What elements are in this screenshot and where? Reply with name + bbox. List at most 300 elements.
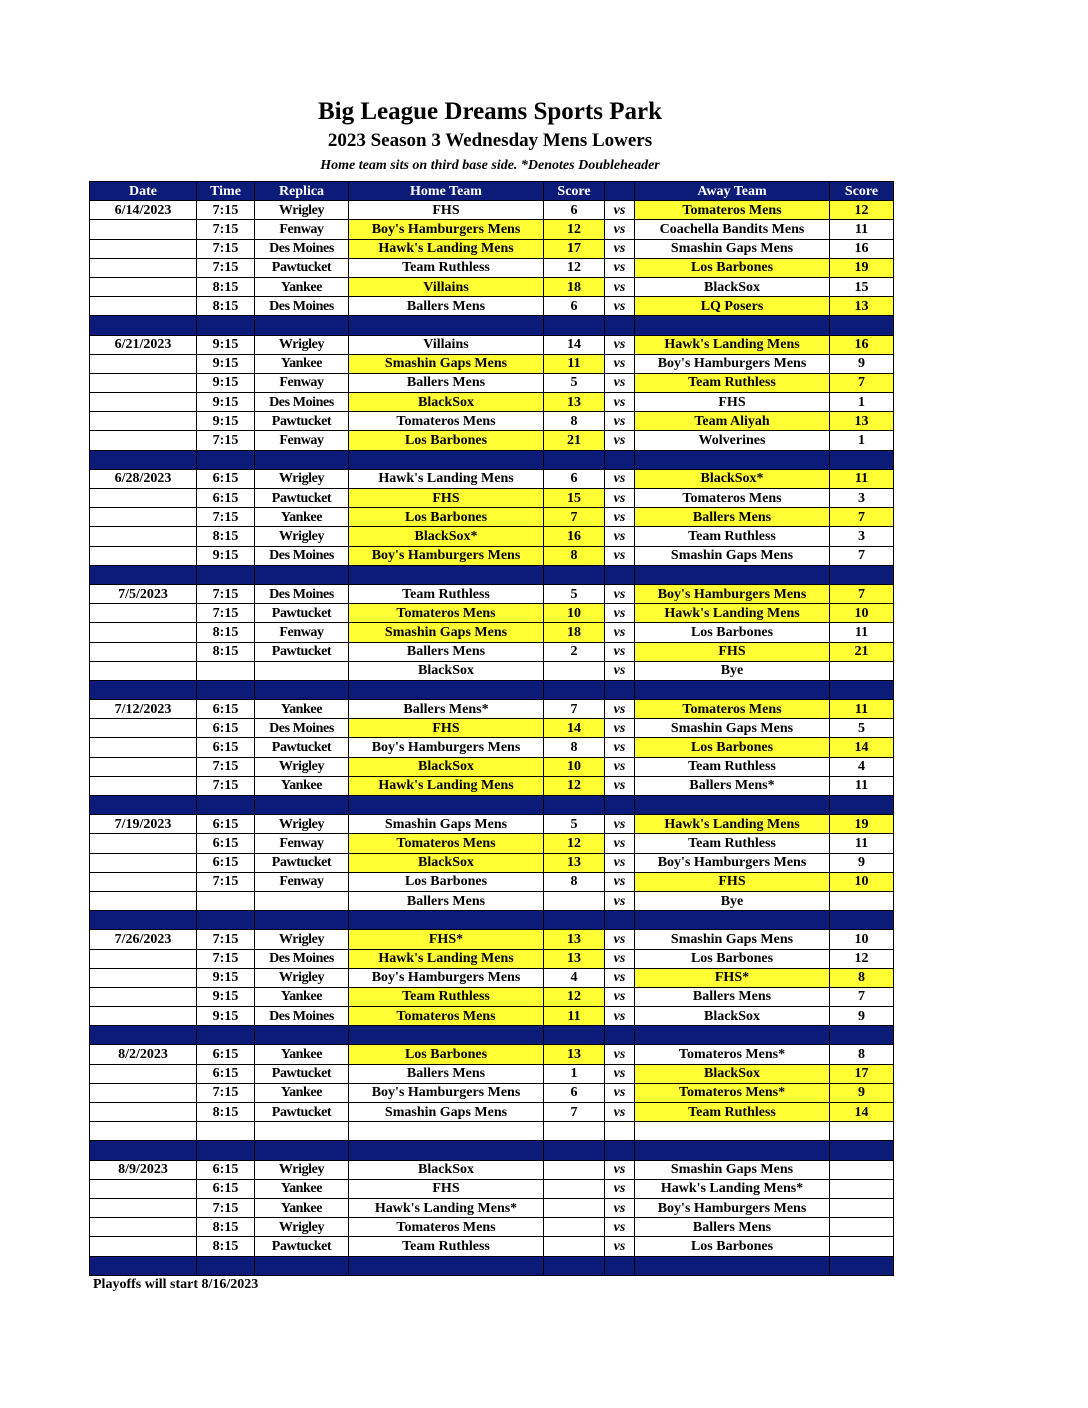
separator-cell: [349, 1026, 544, 1045]
home-team: Hawk's Landing Mens: [349, 469, 544, 488]
away-score: [830, 1179, 894, 1198]
separator-cell: [197, 450, 255, 469]
versus-label: vs: [605, 335, 635, 354]
versus-label: vs: [605, 412, 635, 431]
game-row: [90, 1103, 894, 1122]
game-time: 7:15: [197, 930, 255, 949]
versus-label: vs: [605, 373, 635, 392]
away-score: 9: [830, 1083, 894, 1102]
game-field: Yankee: [255, 987, 349, 1006]
separator-cell: [349, 1256, 544, 1275]
home-team: BlackSox*: [349, 527, 544, 546]
separator-cell: [255, 1141, 349, 1160]
away-team: Hawk's Landing Mens: [635, 815, 830, 834]
game-time: 9:15: [197, 373, 255, 392]
game-field: Fenway: [255, 834, 349, 853]
home-score: 12: [544, 258, 605, 277]
separator-cell: [544, 1026, 605, 1045]
away-score: 19: [830, 258, 894, 277]
away-score: 9: [830, 1007, 894, 1026]
home-team: FHS: [349, 719, 544, 738]
game-date: [90, 220, 197, 239]
separator-cell: [255, 450, 349, 469]
playoffs-note: Playoffs will start 8/16/2023: [93, 1277, 259, 1292]
home-score: 12: [544, 776, 605, 795]
game-row: [90, 891, 894, 910]
game-field: Wrigley: [255, 930, 349, 949]
versus-label: vs: [605, 508, 635, 527]
away-team: Team Aliyah: [635, 412, 830, 431]
away-team: Tomateros Mens*: [635, 1045, 830, 1064]
separator-cell: [635, 911, 830, 930]
home-score: 5: [544, 815, 605, 834]
game-date: [90, 891, 197, 910]
separator-cell: [90, 1026, 197, 1045]
game-row: [90, 489, 894, 508]
game-field: Yankee: [255, 776, 349, 795]
away-score: 17: [830, 1064, 894, 1083]
game-row: [90, 297, 894, 316]
versus-label: vs: [605, 1160, 635, 1179]
game-row: [90, 584, 894, 603]
column-header: Score: [830, 182, 894, 201]
game-row: [90, 757, 894, 776]
game-time: 8:15: [197, 623, 255, 642]
game-date: [90, 1103, 197, 1122]
versus-label: vs: [605, 220, 635, 239]
separator-cell: [544, 911, 605, 930]
home-team: Los Barbones: [349, 431, 544, 450]
game-row: [90, 968, 894, 987]
game-row: [90, 719, 894, 738]
separator-cell: [90, 680, 197, 699]
game-time: 6:15: [197, 719, 255, 738]
game-time: [197, 891, 255, 910]
game-row: [90, 335, 894, 354]
away-score: 8: [830, 1045, 894, 1064]
column-header: Replica: [255, 182, 349, 201]
game-field: Des Moines: [255, 719, 349, 738]
home-score: 13: [544, 1045, 605, 1064]
versus-label: vs: [605, 872, 635, 891]
versus-label: vs: [605, 604, 635, 623]
versus-label: vs: [605, 930, 635, 949]
game-date: [90, 623, 197, 642]
versus-label: vs: [605, 1007, 635, 1026]
separator-cell: [544, 1256, 605, 1275]
schedule-table: [89, 181, 894, 1276]
separator-cell: [635, 316, 830, 335]
away-team: Los Barbones: [635, 623, 830, 642]
home-team: Boy's Hamburgers Mens: [349, 738, 544, 757]
game-field: [255, 891, 349, 910]
home-score: 6: [544, 1083, 605, 1102]
separator-cell: [605, 316, 635, 335]
away-team: Boy's Hamburgers Mens: [635, 853, 830, 872]
game-field: Yankee: [255, 1198, 349, 1217]
away-score: 3: [830, 489, 894, 508]
game-time: [197, 661, 255, 680]
separator-cell: [197, 316, 255, 335]
versus-label: vs: [605, 834, 635, 853]
home-team: FHS: [349, 1179, 544, 1198]
game-time: 8:15: [197, 297, 255, 316]
separator-cell: [90, 1256, 197, 1275]
game-time: 9:15: [197, 546, 255, 565]
away-score: 9: [830, 354, 894, 373]
separator-cell: [635, 1141, 830, 1160]
game-date: [90, 757, 197, 776]
game-time: 9:15: [197, 1007, 255, 1026]
game-date: [90, 354, 197, 373]
versus-label: vs: [605, 757, 635, 776]
game-field: Yankee: [255, 1083, 349, 1102]
game-field: Yankee: [255, 1179, 349, 1198]
game-field: Des Moines: [255, 297, 349, 316]
game-date: [90, 719, 197, 738]
game-time: 7:15: [197, 584, 255, 603]
home-team: Team Ruthless: [349, 258, 544, 277]
versus-label: vs: [605, 968, 635, 987]
versus-label: vs: [605, 1064, 635, 1083]
schedule-body: [90, 201, 894, 1276]
separator-cell: [255, 316, 349, 335]
game-field: Des Moines: [255, 584, 349, 603]
separator-cell: [605, 680, 635, 699]
versus-label: vs: [605, 776, 635, 795]
game-date: [90, 1237, 197, 1256]
away-score: [830, 1218, 894, 1237]
away-score: 12: [830, 201, 894, 220]
home-team: Villains: [349, 335, 544, 354]
home-team: Team Ruthless: [349, 987, 544, 1006]
home-score: 18: [544, 277, 605, 296]
home-score: 14: [544, 719, 605, 738]
separator-cell: [635, 1256, 830, 1275]
game-date: [90, 1198, 197, 1217]
home-team: Tomateros Mens: [349, 834, 544, 853]
away-team: Ballers Mens*: [635, 776, 830, 795]
versus-label: vs: [605, 277, 635, 296]
away-team: Tomateros Mens*: [635, 1083, 830, 1102]
away-score: 10: [830, 604, 894, 623]
column-header: Score: [544, 182, 605, 201]
separator-cell: [605, 796, 635, 815]
separator-cell: [605, 1256, 635, 1275]
separator-cell: [349, 911, 544, 930]
away-score: 15: [830, 277, 894, 296]
game-date: [90, 853, 197, 872]
game-row: [90, 1218, 894, 1237]
away-team: Team Ruthless: [635, 373, 830, 392]
away-score: 7: [830, 546, 894, 565]
home-score: 7: [544, 1103, 605, 1122]
away-team: Bye: [635, 891, 830, 910]
away-score: 10: [830, 872, 894, 891]
away-score: 16: [830, 335, 894, 354]
game-field: Pawtucket: [255, 412, 349, 431]
game-time: 9:15: [197, 412, 255, 431]
home-team: Ballers Mens: [349, 373, 544, 392]
game-field: Pawtucket: [255, 604, 349, 623]
game-date: [90, 412, 197, 431]
home-score: [544, 1237, 605, 1256]
game-date: [90, 489, 197, 508]
game-date: [90, 393, 197, 412]
separator-cell: [635, 1026, 830, 1045]
versus-label: vs: [605, 239, 635, 258]
game-row: [90, 987, 894, 1006]
game-field: Yankee: [255, 508, 349, 527]
home-team: Ballers Mens: [349, 1064, 544, 1083]
home-team: Smashin Gaps Mens: [349, 623, 544, 642]
game-date: 8/2/2023: [90, 1045, 197, 1064]
separator-cell: [255, 1256, 349, 1275]
away-team: Coachella Bandits Mens: [635, 220, 830, 239]
home-score: [544, 1198, 605, 1217]
game-field: Yankee: [255, 1045, 349, 1064]
game-date: 6/28/2023: [90, 469, 197, 488]
game-time: 8:15: [197, 1218, 255, 1237]
home-team: BlackSox: [349, 393, 544, 412]
home-team: [349, 1122, 544, 1141]
home-score: 16: [544, 527, 605, 546]
home-team: Los Barbones: [349, 508, 544, 527]
game-field: Pawtucket: [255, 853, 349, 872]
game-row: [90, 834, 894, 853]
game-date: 7/19/2023: [90, 815, 197, 834]
separator-cell: [255, 1026, 349, 1045]
game-field: Pawtucket: [255, 1103, 349, 1122]
away-score: 7: [830, 987, 894, 1006]
away-score: [830, 1122, 894, 1141]
home-score: 15: [544, 489, 605, 508]
game-time: 7:15: [197, 1083, 255, 1102]
game-time: [197, 1122, 255, 1141]
separator-cell: [830, 680, 894, 699]
game-time: 9:15: [197, 968, 255, 987]
home-score: 1: [544, 1064, 605, 1083]
away-score: 16: [830, 239, 894, 258]
game-field: Fenway: [255, 623, 349, 642]
game-row: [90, 1198, 894, 1217]
home-team: Smashin Gaps Mens: [349, 1103, 544, 1122]
game-date: [90, 776, 197, 795]
away-score: 14: [830, 1103, 894, 1122]
home-team: FHS: [349, 489, 544, 508]
away-team: Los Barbones: [635, 949, 830, 968]
versus-label: vs: [605, 853, 635, 872]
home-team: Ballers Mens*: [349, 700, 544, 719]
week-separator: [90, 316, 894, 335]
home-team: Los Barbones: [349, 1045, 544, 1064]
away-score: 11: [830, 834, 894, 853]
home-score: [544, 661, 605, 680]
game-row: [90, 527, 894, 546]
game-date: [90, 373, 197, 392]
home-team: Hawk's Landing Mens: [349, 239, 544, 258]
home-team: Villains: [349, 277, 544, 296]
game-row: [90, 220, 894, 239]
separator-cell: [544, 796, 605, 815]
game-date: [90, 508, 197, 527]
game-field: Yankee: [255, 277, 349, 296]
away-score: 7: [830, 584, 894, 603]
game-time: 7:15: [197, 776, 255, 795]
home-team: Ballers Mens: [349, 642, 544, 661]
away-team: Ballers Mens: [635, 508, 830, 527]
away-score: 19: [830, 815, 894, 834]
game-date: [90, 1007, 197, 1026]
away-score: [830, 1160, 894, 1179]
page-title: Big League Dreams Sports Park: [318, 98, 662, 125]
away-team: Team Ruthless: [635, 1103, 830, 1122]
game-row: [90, 373, 894, 392]
game-row: [90, 700, 894, 719]
game-row: [90, 930, 894, 949]
separator-cell: [830, 450, 894, 469]
game-time: 6:15: [197, 815, 255, 834]
game-date: 7/26/2023: [90, 930, 197, 949]
week-separator: [90, 450, 894, 469]
separator-cell: [349, 450, 544, 469]
separator-cell: [544, 450, 605, 469]
separator-cell: [830, 1026, 894, 1045]
game-date: [90, 277, 197, 296]
separator-cell: [830, 1256, 894, 1275]
home-team: BlackSox: [349, 757, 544, 776]
away-score: 4: [830, 757, 894, 776]
home-team: Boy's Hamburgers Mens: [349, 1083, 544, 1102]
away-team: FHS: [635, 642, 830, 661]
game-time: 9:15: [197, 987, 255, 1006]
game-row: [90, 431, 894, 450]
separator-cell: [197, 680, 255, 699]
game-field: Wrigley: [255, 1160, 349, 1179]
away-score: 13: [830, 297, 894, 316]
game-date: 7/5/2023: [90, 584, 197, 603]
game-date: [90, 431, 197, 450]
home-score: 13: [544, 853, 605, 872]
separator-cell: [635, 450, 830, 469]
game-row: [90, 1122, 894, 1141]
game-field: Pawtucket: [255, 642, 349, 661]
home-team: Los Barbones: [349, 872, 544, 891]
game-field: Pawtucket: [255, 489, 349, 508]
home-team: Ballers Mens: [349, 297, 544, 316]
home-team: Tomateros Mens: [349, 1218, 544, 1237]
home-score: [544, 891, 605, 910]
game-row: [90, 354, 894, 373]
game-field: Wrigley: [255, 335, 349, 354]
game-date: [90, 527, 197, 546]
game-date: [90, 297, 197, 316]
game-time: 6:15: [197, 1179, 255, 1198]
away-score: 11: [830, 776, 894, 795]
separator-cell: [197, 911, 255, 930]
home-team: Tomateros Mens: [349, 604, 544, 623]
game-field: [255, 1122, 349, 1141]
away-team: Los Barbones: [635, 1237, 830, 1256]
game-date: [90, 258, 197, 277]
home-score: 13: [544, 393, 605, 412]
away-team: Boy's Hamburgers Mens: [635, 354, 830, 373]
away-team: Team Ruthless: [635, 834, 830, 853]
separator-cell: [635, 680, 830, 699]
column-header: Time: [197, 182, 255, 201]
game-row: [90, 776, 894, 795]
game-time: 8:15: [197, 642, 255, 661]
game-time: 8:15: [197, 527, 255, 546]
home-team: Tomateros Mens: [349, 1007, 544, 1026]
game-row: [90, 872, 894, 891]
week-separator: [90, 565, 894, 584]
separator-cell: [197, 1256, 255, 1275]
game-row: [90, 258, 894, 277]
game-date: [90, 661, 197, 680]
versus-label: vs: [605, 469, 635, 488]
away-team: Los Barbones: [635, 258, 830, 277]
versus-label: vs: [605, 891, 635, 910]
versus-label: vs: [605, 1218, 635, 1237]
game-time: 7:15: [197, 1198, 255, 1217]
away-team: Hawk's Landing Mens*: [635, 1179, 830, 1198]
away-team: Smashin Gaps Mens: [635, 239, 830, 258]
separator-cell: [349, 680, 544, 699]
home-score: 11: [544, 354, 605, 373]
home-score: 8: [544, 546, 605, 565]
game-time: 6:15: [197, 1160, 255, 1179]
week-separator: [90, 911, 894, 930]
away-score: 11: [830, 220, 894, 239]
home-team: BlackSox: [349, 661, 544, 680]
away-team: Tomateros Mens: [635, 700, 830, 719]
column-header: Date: [90, 182, 197, 201]
game-time: 6:15: [197, 700, 255, 719]
home-team: BlackSox: [349, 1160, 544, 1179]
game-row: [90, 949, 894, 968]
column-header: Away Team: [635, 182, 830, 201]
versus-label: vs: [605, 738, 635, 757]
game-date: 8/9/2023: [90, 1160, 197, 1179]
away-score: [830, 661, 894, 680]
game-field: Yankee: [255, 700, 349, 719]
column-header: Home Team: [349, 182, 544, 201]
game-time: 9:15: [197, 393, 255, 412]
game-time: 7:15: [197, 604, 255, 623]
away-team: BlackSox*: [635, 469, 830, 488]
separator-cell: [90, 796, 197, 815]
away-team: Hawk's Landing Mens: [635, 604, 830, 623]
away-team: Smashin Gaps Mens: [635, 930, 830, 949]
separator-cell: [349, 565, 544, 584]
home-score: 21: [544, 431, 605, 450]
game-date: 7/12/2023: [90, 700, 197, 719]
game-field: Des Moines: [255, 393, 349, 412]
game-date: 6/21/2023: [90, 335, 197, 354]
game-date: [90, 1064, 197, 1083]
versus-label: vs: [605, 623, 635, 642]
versus-label: vs: [605, 1198, 635, 1217]
game-time: 7:15: [197, 872, 255, 891]
away-score: 1: [830, 393, 894, 412]
game-date: [90, 1083, 197, 1102]
game-date: [90, 987, 197, 1006]
away-score: 11: [830, 469, 894, 488]
separator-cell: [197, 1141, 255, 1160]
home-team: Ballers Mens: [349, 891, 544, 910]
game-date: [90, 239, 197, 258]
